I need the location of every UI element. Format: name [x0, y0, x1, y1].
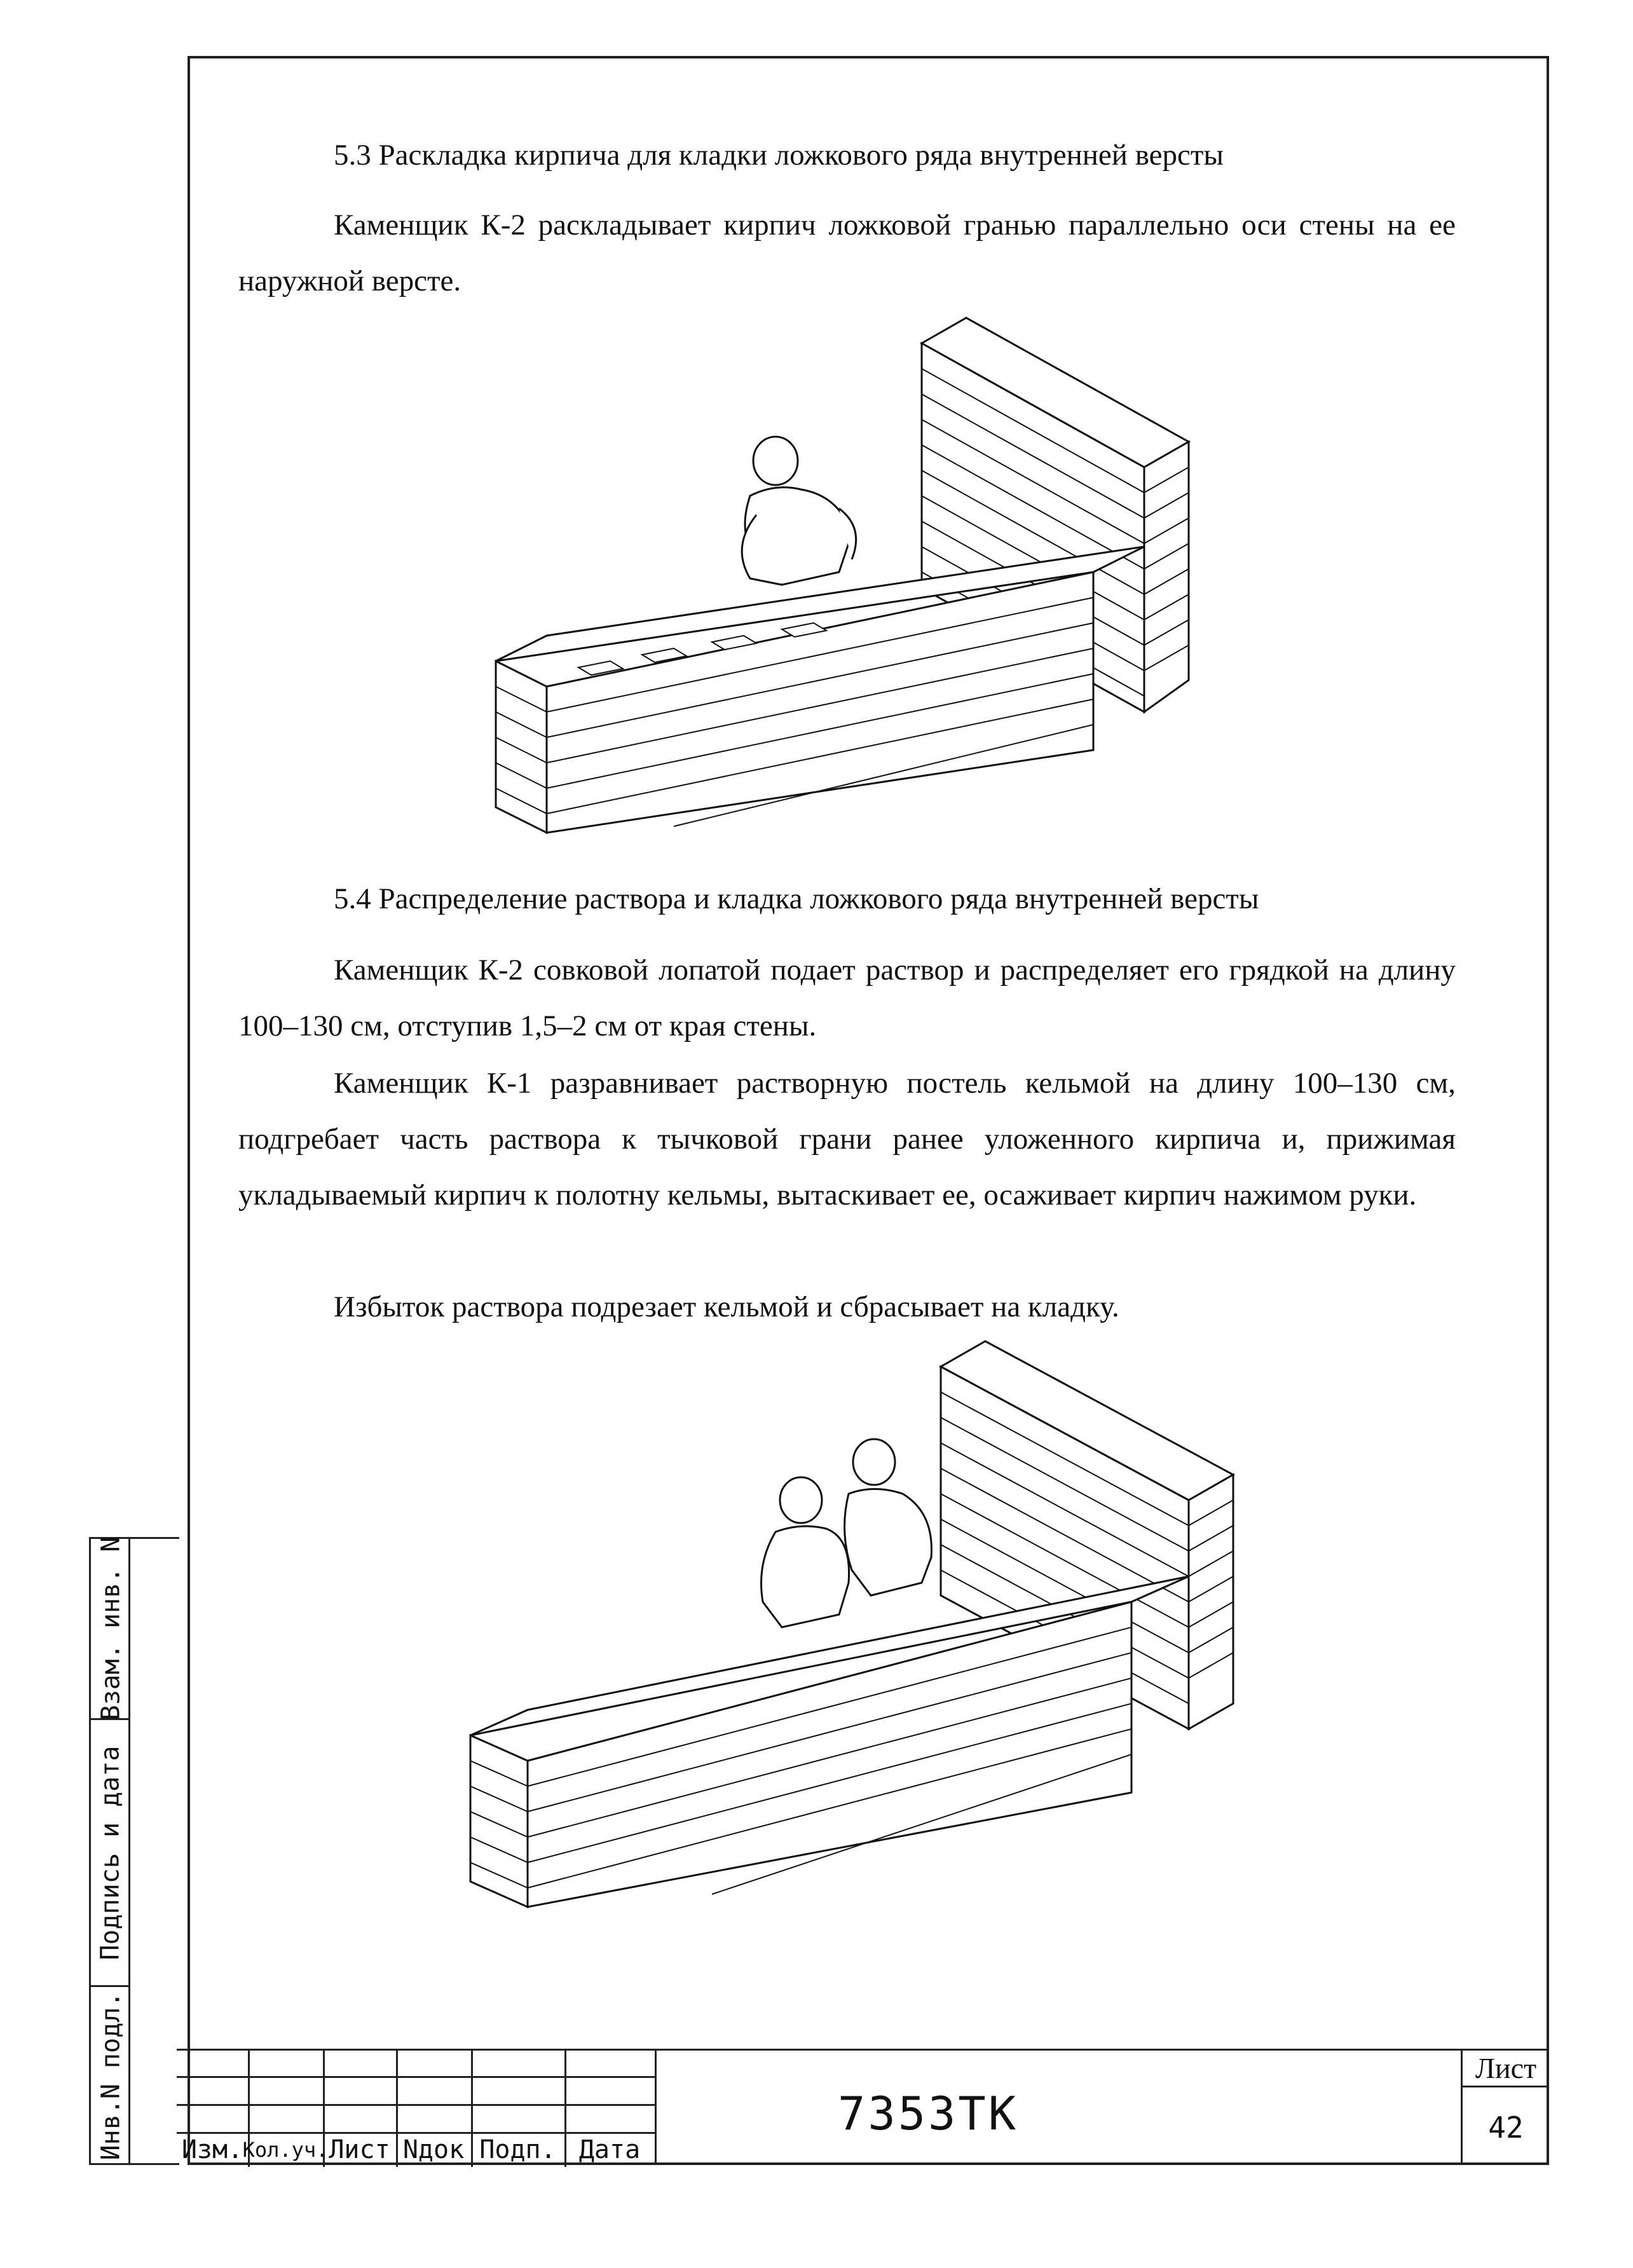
sign-date-cell — [91, 1720, 130, 1987]
document-code: 7353ТК — [838, 2087, 1019, 2140]
col-list: Лист — [329, 2135, 390, 2164]
revision-grid — [177, 2049, 655, 2165]
side-stamp — [89, 1537, 179, 2165]
section-5-3-text: Каменщик К-2 раскладывает кирпич ложковой гранью параллельно оси стены на ее наружной версте. — [238, 208, 1456, 297]
inv-n-cell — [91, 1987, 130, 2165]
col-podp: Подп. — [479, 2135, 556, 2164]
inv-n-label: Инв.N подл. — [96, 1991, 125, 2161]
col-ndok: Nдок — [402, 2135, 465, 2164]
illustration-mortar-laying — [458, 1335, 1240, 1907]
section-5-3-heading: 5.3 Раскладка кирпича для кладки ложкового ряда внутренней версты — [334, 139, 1224, 172]
illustration-brick-layout — [483, 305, 1195, 833]
vzam-inv-cell — [91, 1536, 130, 1721]
section-5-4-heading: 5.4 Распределение раствора и кладка ложкового ряда внутренней версты — [334, 882, 1259, 915]
sign-date-label: Подпись и дата — [96, 1745, 125, 1960]
sheet-label: Лист — [1463, 2051, 1549, 2087]
vzam-inv-label: Взам. инв. N — [96, 1536, 126, 1721]
section-5-4-p3: Избыток раствора подрезает кельмой и сбрасывает на кладку. — [334, 1290, 1119, 1323]
sheet-number: 42 — [1488, 2110, 1524, 2145]
col-izm: Изм. — [181, 2135, 243, 2164]
title-block — [177, 2049, 1549, 2165]
section-5-4-p1: Каменщик К-2 совковой лопатой подает раствор и распределяет его грядкой на длину 100–130 см, отступив 1,5–2 см от края стены. — [238, 953, 1456, 1042]
sheet-number-box — [1461, 2049, 1549, 2165]
section-5-4-p2: Каменщик К-1 разравнивает растворную постель кельмой на длину 100–130 см, подгребает часть раствора к тычковой грани ранее уложенного кирпича и, прижимая укладываемый кирпич к полотну кельмы, вытаскивает ее, осаживает кирпич нажимом руки. — [238, 1067, 1456, 1212]
col-kol-uch: Кол.уч. — [242, 2137, 329, 2162]
document-code-cell — [655, 2049, 1461, 2165]
col-data: Дата — [578, 2135, 641, 2164]
